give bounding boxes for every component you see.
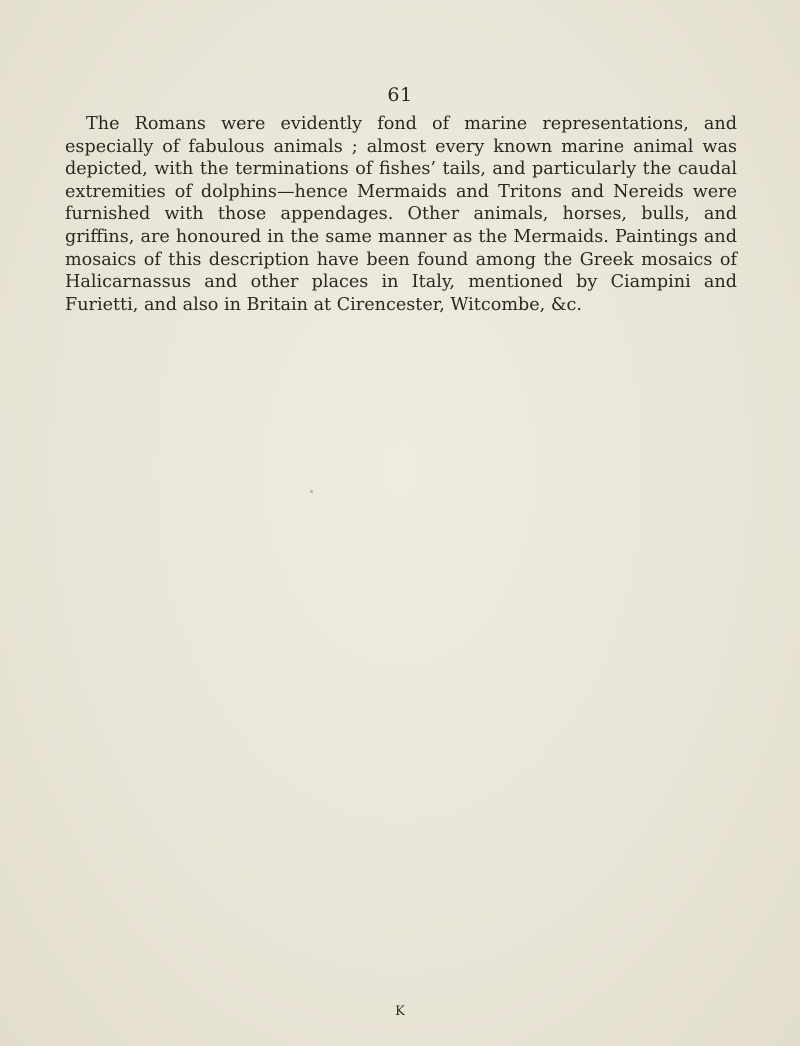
page-number: 61 bbox=[387, 84, 413, 106]
paper-speck bbox=[310, 490, 313, 493]
body-paragraph: The Romans were evidently fond of marine representations, and especially of fabulous animals ; almost every known marine animal was depicted, with the terminations of fishes’ tails, and particularly the caudal extremities of dolphins—hence Mermaids and Tritons and Nereids were furnished with those appendages. Other animals, horses, bulls, and griffins, are honoured in the same manner as the Mermaids. Paintings and mosaics of this description have been found among the Greek mosaics of Halicarnassus and other places in Italy, mentioned by Ciampini and Furietti, and also in Britain at Cirencester, Witcombe, &c. bbox=[65, 114, 737, 315]
signature-mark: K bbox=[395, 1004, 405, 1019]
